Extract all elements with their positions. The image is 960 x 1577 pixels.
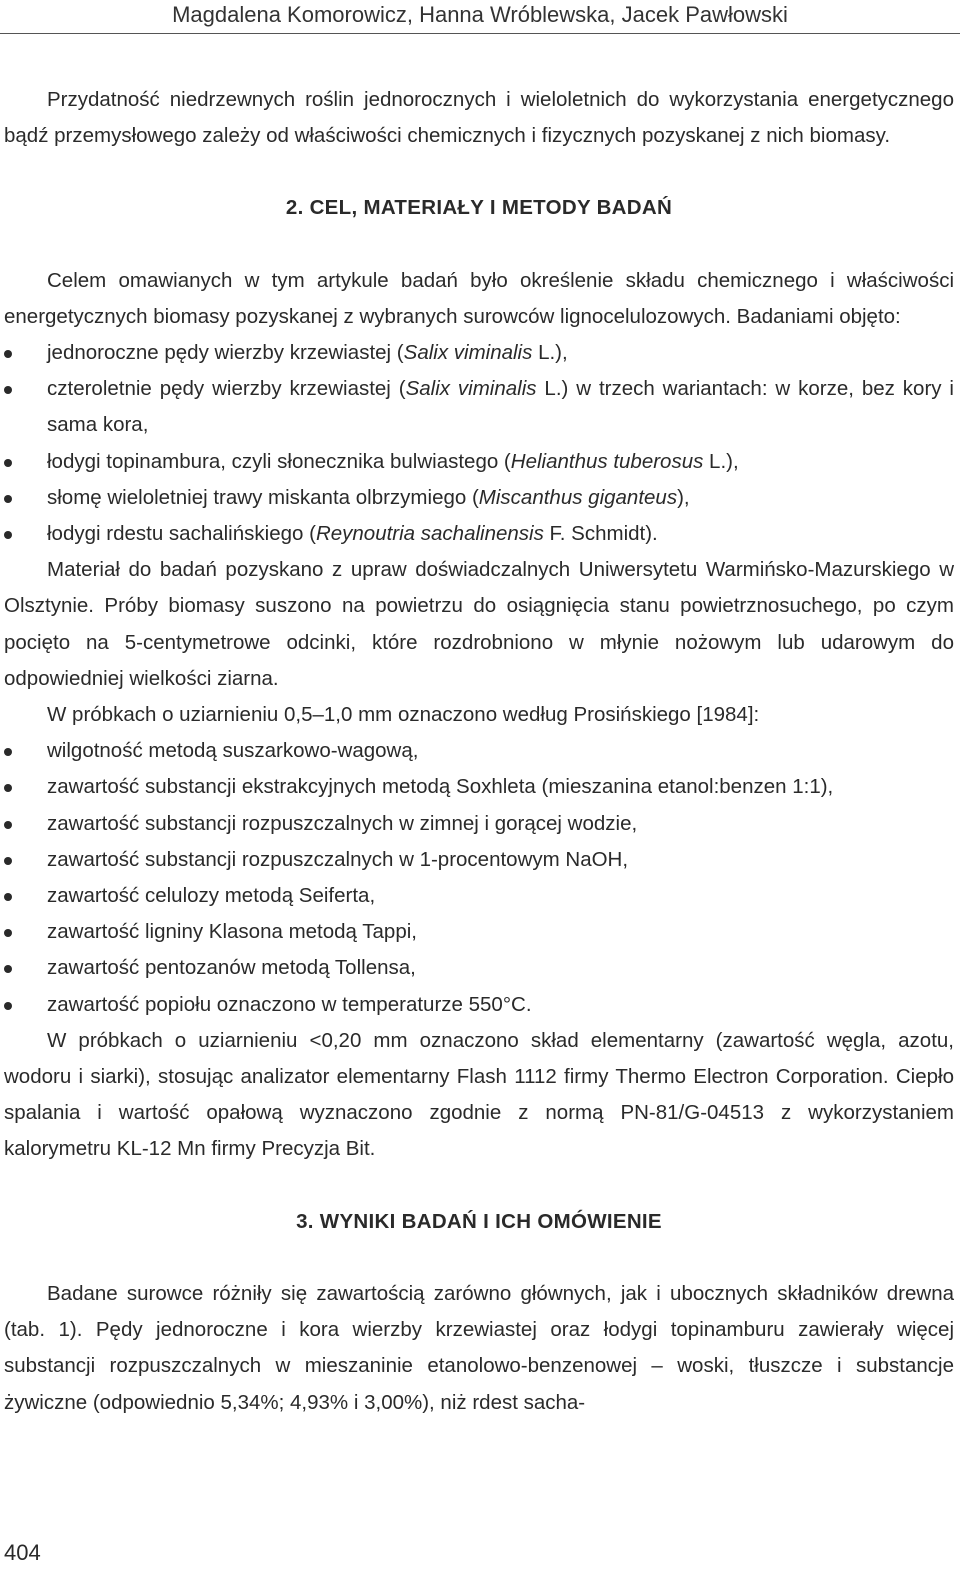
bullet-icon [4, 495, 12, 503]
page-number: 404 [4, 1540, 41, 1565]
results-paragraph: Badane surowce różniły się zawartością zarówno głównych, jak i ubocznych składników drewna (tab. 1). Pędy jednoroczne i kora wierzby krzewiastej oraz łodygi topinamburu zawierały więcej substancji rozpuszczalnych w mieszaninie etanolowo-benzenowej – woski, tłuszcze i substancje żywiczne (odpowiednio 5,34%; 4,93% i 3,00%), niż rdest sacha- [4, 1281, 954, 1414]
methods-list [4, 733, 954, 1023]
bullet-icon [4, 386, 12, 394]
list-item: zawartość pentozanów metodą Tollensa, [4, 950, 954, 986]
bullet-icon [4, 929, 12, 937]
methods-intro-paragraph: W próbkach o uziarnieniu 0,5–1,0 mm oznaczono według Prosińskiego [1984]: [47, 703, 760, 727]
list-item: zawartość substancji rozpuszczalnych w zimnej i gorącej wodzie, [4, 806, 954, 842]
list-item: zawartość popiołu oznaczono w temperaturze 550°C. [4, 987, 954, 1023]
bullet-icon [4, 893, 12, 901]
intro-paragraph: Przydatność niedrzewnych roślin jednorocznych i wieloletnich do wykorzystania energetycznego bądź przemysłowego zależy od właściwości chemicznych i fizycznych pozyskanej z nich biomasy. [4, 88, 954, 148]
list-item: zawartość substancji ekstrakcyjnych metodą Soxhleta (mieszanina etanol:benzen 1:1), [4, 769, 954, 805]
elemental-analysis-paragraph: W próbkach o uziarnieniu <0,20 mm oznaczono skład elementarny (zawartość węgla, azotu, wodoru i siarki), stosując analizator elementarny Flash 1112 firmy Thermo Electron Corporation. Ciepło spalania i wartość opałową wyznaczono zgodnie z normą PN-81/G-04513 z wykorzystaniem kalorymetru KL-12 Mn firmy Precyzja Bit. [4, 1028, 954, 1161]
aim-paragraph: Celem omawianych w tym artykule badań było określenie składu chemicznego i właściwości energetycznych biomasy pozyskanej z wybranych surowców lignocelulozowych. Badaniami objęto: [4, 268, 954, 328]
page-body [4, 82, 954, 1421]
header-authors: Magdalena Komorowicz, Hanna Wróblewska, Jacek Pawłowski [172, 2, 788, 27]
header-rule [0, 33, 960, 34]
bullet-icon [4, 1002, 12, 1010]
list-item: wilgotność metodą suszarkowo-wagową, [4, 733, 954, 769]
list-item: łodygi topinambura, czyli słonecznika bulwiastego (Helianthus tuberosus L.), [4, 444, 954, 480]
bullet-icon [4, 459, 12, 467]
list-item: słomę wieloletniej trawy miskanta olbrzymiego (Miscanthus giganteus), [4, 480, 954, 516]
bullet-icon [4, 857, 12, 865]
list-item: zawartość substancji rozpuszczalnych w 1-procentowym NaOH, [4, 842, 954, 878]
list-item: zawartość celulozy metodą Seiferta, [4, 878, 954, 914]
bullet-icon [4, 784, 12, 792]
section-heading-methods: 2. CEL, MATERIAŁY I METODY BADAŃ [285, 196, 673, 220]
running-header [0, 0, 960, 34]
material-source-paragraph: Materiał do badań pozyskano z upraw doświadczalnych Uniwersytetu Warmińsko-Mazurskiego w Olsztynie. Próby biomasy suszono na powietrzu do osiągnięcia stanu powietrznosuchego, po czym pocięto na 5-centymetrowe odcinki, które rozdrobniono w młynie nożowym lub udarowym do odpowiedniej wielkości ziarna. [4, 558, 954, 690]
bullet-icon [4, 350, 12, 358]
list-item: zawartość ligniny Klasona metodą Tappi, [4, 914, 954, 950]
materials-list [4, 335, 954, 552]
list-item: czteroletnie pędy wierzby krzewiastej (Salix viminalis L.) w trzech wariantach: w korze, bez kory i sama kora, [4, 371, 954, 443]
section-heading-results: 3. WYNIKI BADAŃ I ICH OMÓWIENIE [296, 1209, 662, 1233]
bullet-icon [4, 748, 12, 756]
list-item: jednoroczne pędy wierzby krzewiastej (Salix viminalis L.), [4, 335, 954, 371]
bullet-icon [4, 821, 12, 829]
list-item: łodygi rdestu sachalińskiego (Reynoutria sachalinensis F. Schmidt). [4, 516, 954, 552]
bullet-icon [4, 965, 12, 973]
bullet-icon [4, 531, 12, 539]
